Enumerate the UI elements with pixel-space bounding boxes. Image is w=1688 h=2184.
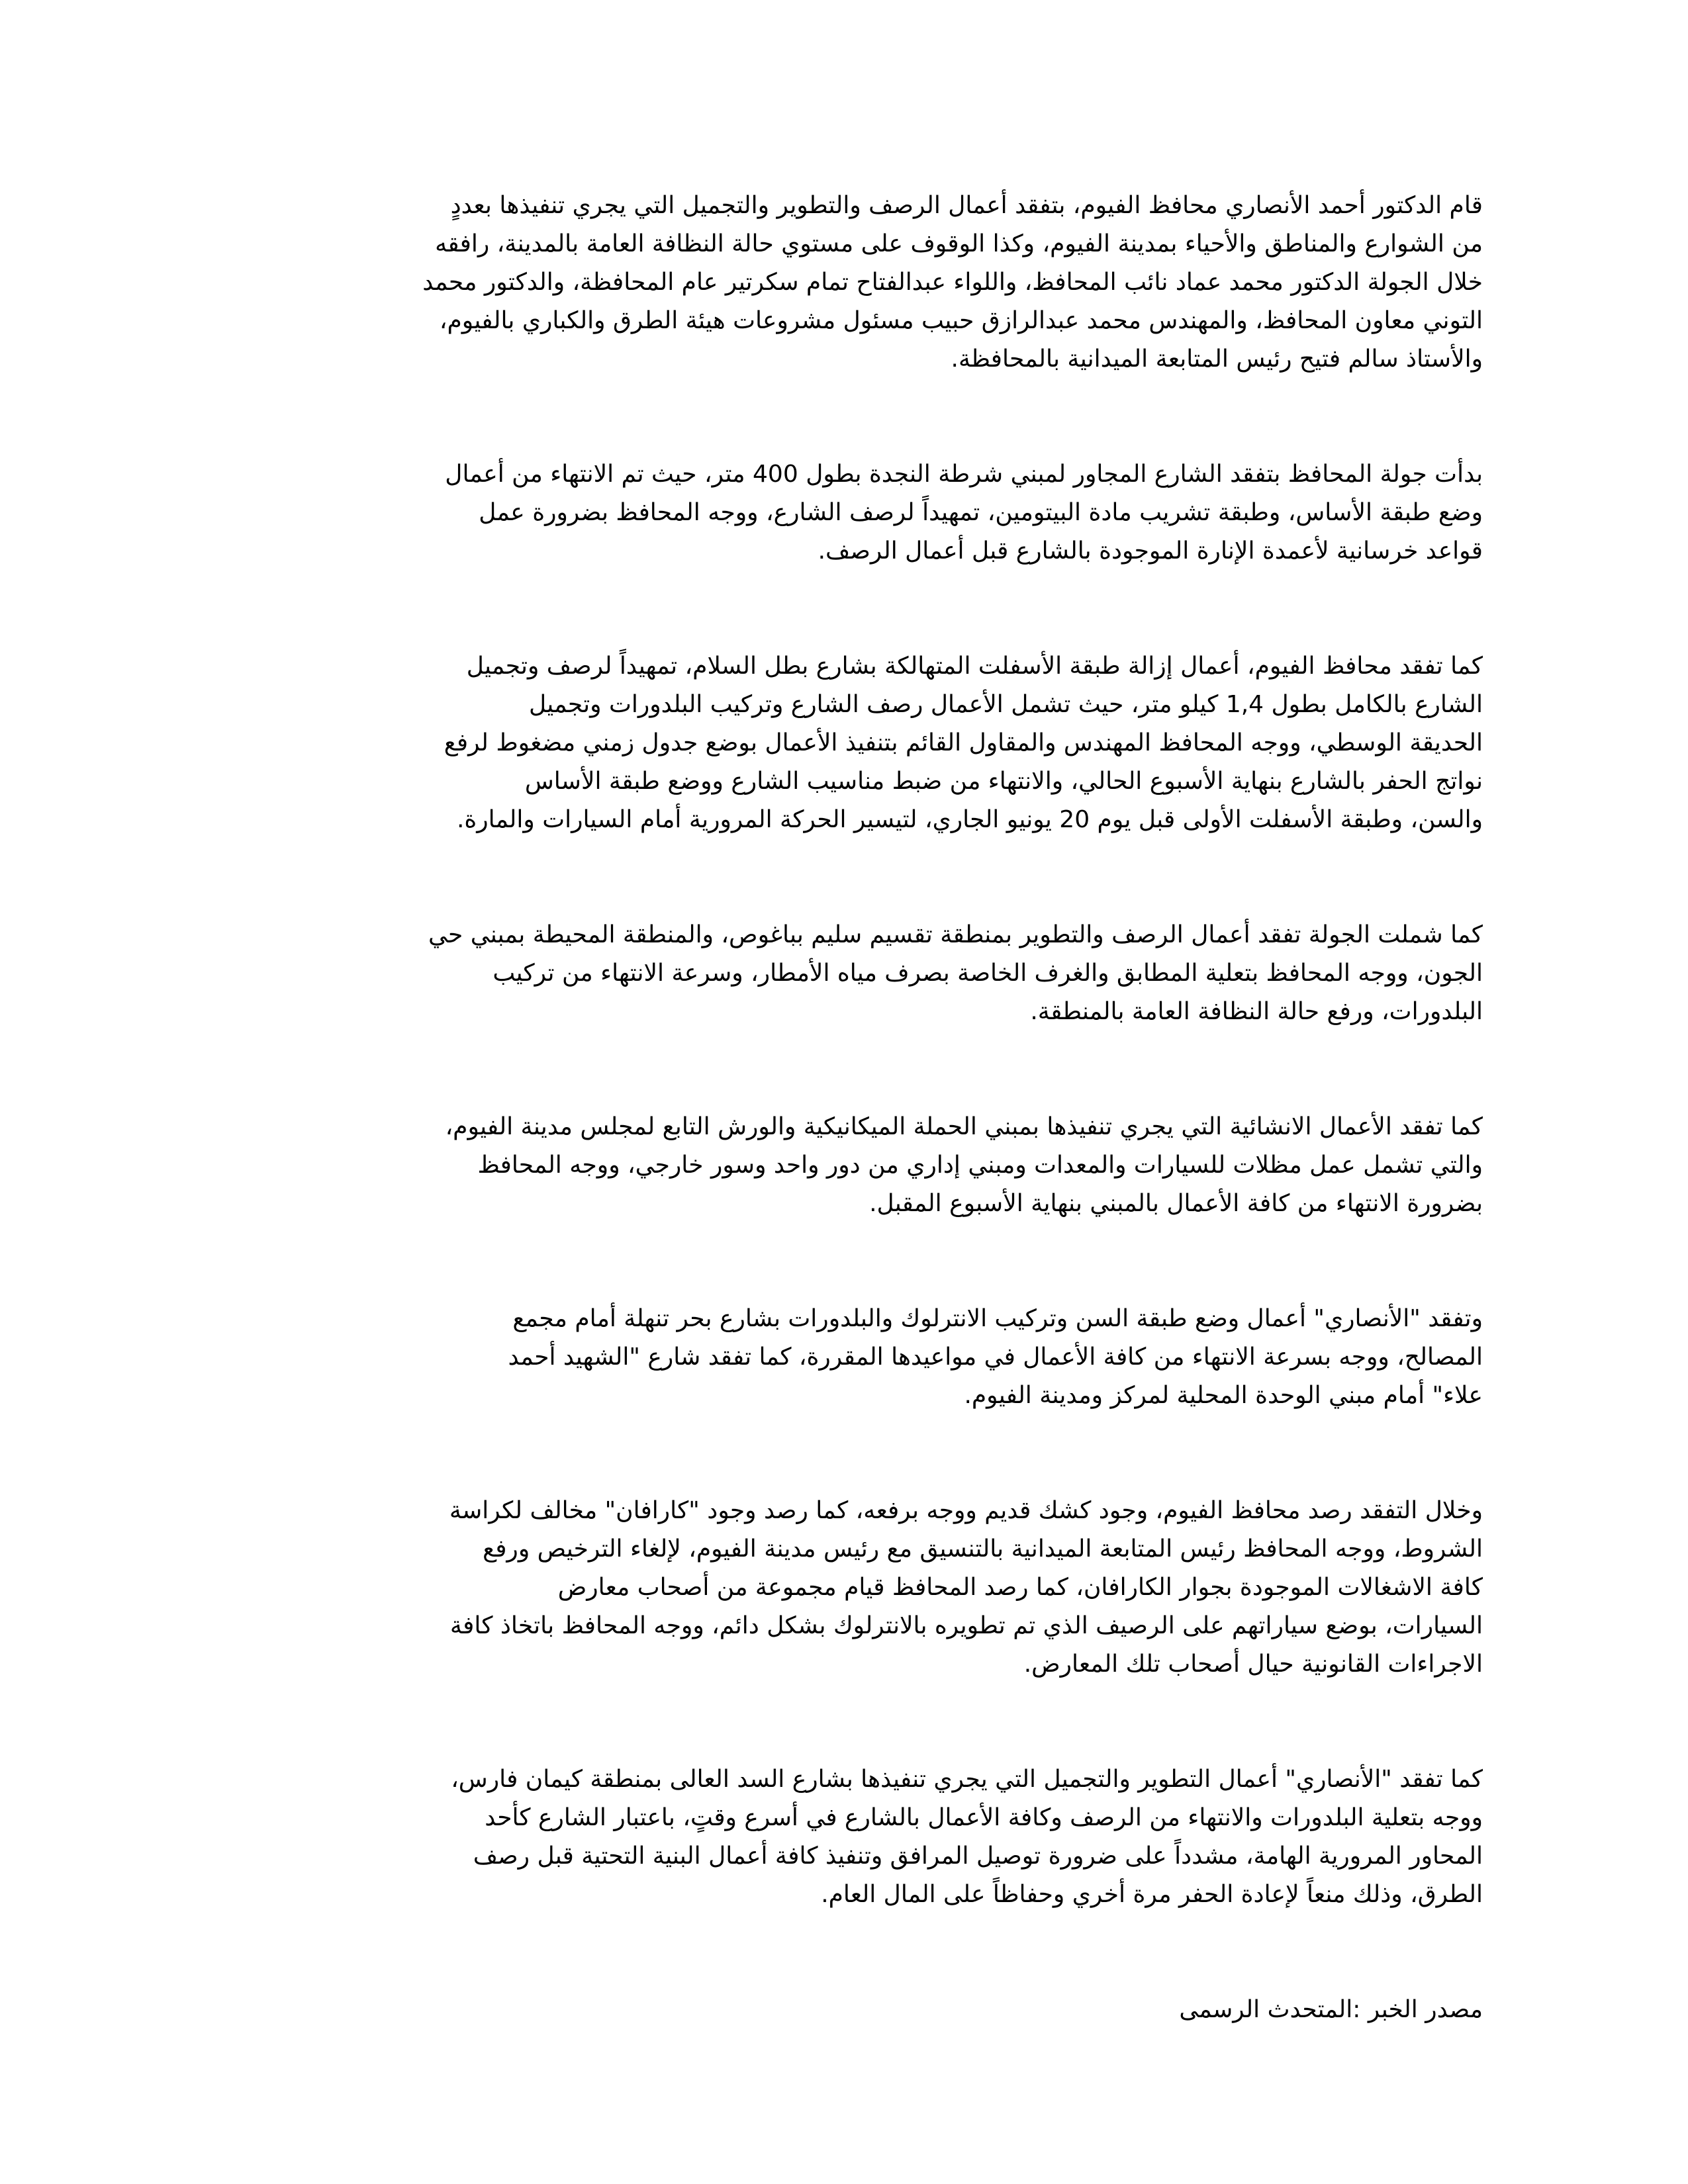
text-line: قام الدكتور أحمد الأنصاري محافظ الفيوم، بتفقد أعمال الرصف والتطوير والتجميل التي يجري تنفيذها بعددٍ xyxy=(450,192,1483,219)
text-line: السيارات، بوضع سياراتهم على الرصيف الذي تم تطويره بالانترلوك بشكل دائم، ووجه المحافظ باتخاذ كافة xyxy=(449,1612,1483,1639)
article-body xyxy=(205,187,1483,2029)
text-line: كما تفقد محافظ الفيوم، أعمال إزالة طبقة الأسفلت المتهالكة بشارع بطل السلام، تمهيداً لرصف وتجميل xyxy=(466,653,1483,680)
text-line: قواعد خرسانية لأعمدة الإنارة الموجودة بالشارع قبل أعمال الرصف. xyxy=(818,537,1483,565)
paragraph xyxy=(205,455,1483,570)
paragraph xyxy=(205,187,1483,379)
text-line: خلال الجولة الدكتور محمد عماد نائب المحافظ، واللواء عبدالفتاح تمام سكرتير عام المحافظة، والدكتور محمد xyxy=(422,269,1483,296)
text-line: الاجراءات القانونية حيال أصحاب تلك المعارض. xyxy=(1023,1651,1483,1678)
paragraph xyxy=(205,1492,1483,1684)
paragraph-list xyxy=(205,187,1483,1914)
text-line: وضع طبقة الأساس، وطبقة تشريب مادة البيتومين، تمهيداً لرصف الشارع، ووجه المحافظ بضرورة عمل xyxy=(479,499,1483,526)
text-line: ووجه بتعلية البلدورات والانتهاء من الرصف وكافة الأعمال بالشارع في أسرع وقتٍ، باعتبار الشارع كأحد xyxy=(485,1804,1483,1831)
text-line: كما شملت الجولة تفقد أعمال الرصف والتطوير بمنطقة تقسيم سليم بباغوص، والمنطقة المحيطة بمبني حي xyxy=(428,921,1483,948)
text-line: المصالح، ووجه بسرعة الانتهاء من كافة الأعمال في مواعيدها المقررة، كما تفقد شارع "الشهيد أحمد xyxy=(508,1343,1483,1371)
text-line: وخلال التفقد رصد محافظ الفيوم، وجود كشك قديم ووجه برفعه، كما رصد وجود "كارافان" مخالف لكراسة xyxy=(449,1497,1483,1524)
text-line: الشارع بالكامل بطول 1,4 كيلو متر، حيث تشمل الأعمال رصف الشارع وتركيب البلدورات وتجميل xyxy=(528,691,1483,718)
text-line: والسن، وطبقة الأسفلت الأولى قبل يوم 20 يونيو الجاري، لتيسير الحركة المرورية أمام السيارات والمارة. xyxy=(456,806,1483,833)
text-line: وتفقد "الأنصاري" أعمال وضع طبقة السن وتركيب الانترلوك والبلدورات بشارع بحر تنهلة أمام مجمع xyxy=(512,1305,1483,1332)
text-line: الشروط، ووجه المحافظ رئيس المتابعة الميدانية بالتنسيق مع رئيس مدينة الفيوم، لإلغاء الترخيص ورفع xyxy=(483,1535,1483,1563)
text-line: بدأت جولة المحافظ بتفقد الشارع المجاور لمبني شرطة النجدة بطول 400 متر، حيث تم الانتهاء من أعمال xyxy=(445,461,1483,488)
text-line: الجون، ووجه المحافظ بتعلية المطابق والغرف الخاصة بصرف مياه الأمطار، وسرعة الانتهاء من تركيب xyxy=(492,960,1483,987)
text-line: علاء" أمام مبني الوحدة المحلية لمركز ومدينة الفيوم. xyxy=(964,1382,1483,1409)
text-line: كما تفقد الأعمال الانشائية التي يجري تنفيذها بمبني الحملة الميكانيكية والورش التابع لمجلس مدينة الفيوم، xyxy=(445,1113,1483,1140)
text-line: الحديقة الوسطي، ووجه المحافظ المهندس والمقاول القائم بتنفيذ الأعمال بوضع جدول زمني مضغوط لرفع xyxy=(444,729,1483,756)
text-line: والأستاذ سالم فتيح رئيس المتابعة الميدانية بالمحافظة. xyxy=(951,345,1483,373)
paragraph xyxy=(205,1300,1483,1415)
text-line: كما تفقد "الأنصاري" أعمال التطوير والتجميل التي يجري تنفيذها بشارع السد العالى بمنطقة كيمان فارس، xyxy=(451,1766,1483,1793)
text-line: من الشوارع والمناطق والأحياء بمدينة الفيوم، وكذا الوقوف على مستوي حالة النظافة العامة بالمدينة، رافقه xyxy=(435,230,1483,257)
text-line: المحاور المرورية الهامة، مشدداً على ضرورة توصيل المرافق وتنفيذ كافة أعمال البنية التحتية قبل رصف xyxy=(473,1843,1483,1870)
paragraph xyxy=(205,647,1483,839)
paragraph xyxy=(205,1108,1483,1223)
paragraph xyxy=(205,1760,1483,1914)
text-line: نواتج الحفر بالشارع بنهاية الأسبوع الحالي، والانتهاء من ضبط مناسيب الشارع ووضع طبقة الأساس xyxy=(524,768,1483,795)
text-line: والتي تشمل عمل مظلات للسيارات والمعدات ومبني إداري من دور واحد وسور خارجي، ووجه المحافظ xyxy=(477,1152,1483,1179)
news-source: مصدر الخبر :المتحدث الرسمى xyxy=(1179,1996,1483,2023)
text-line: البلدورات، ورفع حالة النظافة العامة بالمنطقة. xyxy=(1030,998,1483,1025)
text-line: الطرق، وذلك منعاً لإعادة الحفر مرة أخري وحفاظاً على المال العام. xyxy=(821,1881,1483,1908)
text-line: التوني معاون المحافظ، والمهندس محمد عبدالرازق حبيب مسئول مشروعات هيئة الطرق والكباري بالفيوم، xyxy=(439,307,1483,334)
text-line: بضرورة الانتهاء من كافة الأعمال بالمبني بنهاية الأسبوع المقبل. xyxy=(869,1190,1483,1217)
text-line: كافة الاشغالات الموجودة بجوار الكارافان، كما رصد المحافظ قيام مجموعة من أصحاب معارض xyxy=(557,1574,1483,1601)
paragraph xyxy=(205,916,1483,1031)
